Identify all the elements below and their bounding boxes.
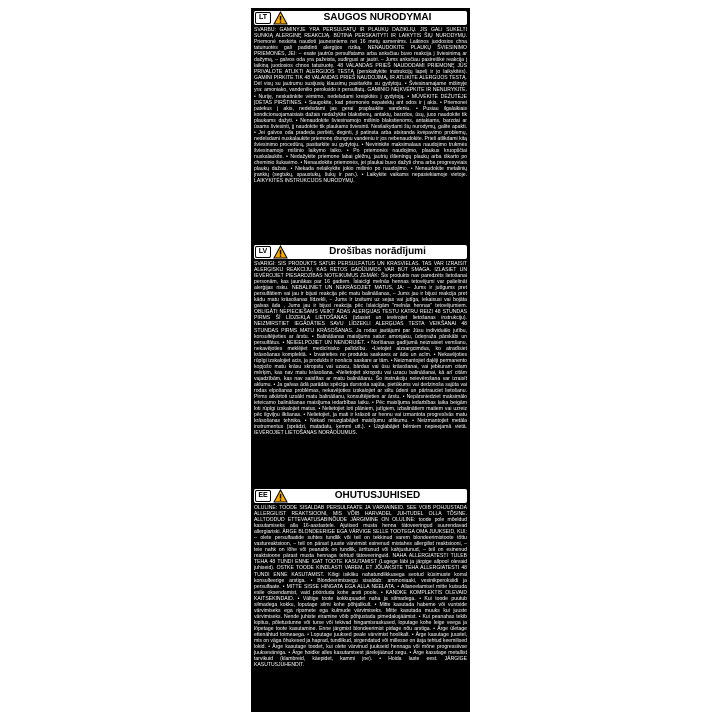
section-header — [254, 11, 467, 25]
section-title: SAUGOS NURODYMAI — [323, 12, 432, 23]
language-code: LV — [255, 246, 271, 258]
safety-leaflet — [251, 8, 470, 712]
warning-icon — [273, 11, 288, 25]
language-code: LT — [255, 12, 271, 24]
section-body: SVARĪGI: ŠIS PRODUKTS SATUR PERSULFĀTUS UN KRĀSVIELAS. TAS VAR IZRAISĪT ALERĢISKU REAKCIJU, KAS RETOS GADĪJUMOS VAR BŪT SMAGA. IZLASIET UN IEVĒROJIET PIESARDZĪBAS NOTEIKUMUS ZEMĀK: Šis produkts nav paredzēts lietošanai personām, kas jaunākas par 16 gadiem. Īslaicīgi melnās hennas tetovējumi var palielināt alerģijas risku. NEBALINIET UN NEKRĀSOJIET MATUS, JA: – Jums ir jutīgums pret persulfātiem vai jau ir bijusi reakcija pēc matu balināšanas, – Jums jau ir bijusi reakcija pret kādu matu krāsošanas līdzekli, – Jums ir izsitumi uz sejas vai jutīga, iekaisusi vai bojāta galvas āda , Jums jau ir bijusi reakcija pēc īslaicīgām "melnās hennas" tetovējumiem. OBLIGĀTI NEPIECIEŠAMS VEIKT ĀDAS ALERĢIJAS TESTU KATRU REIZI 48 STUNDAS PIRMS ŠĪ LĪDZEKĻA LIETOŠANAS (izlasiet un ievērojiet lietošanas instrukciju). NEIZMIRSTIET IEGĀDĀTIES SAVU LĪDZEKLI ALERĢIJAS TESTA VEIKŠANAI 48 STUNDAS PIRMS MATU KRĀSOŠANAS. Ja rodas jautājumi par Jūsu individuālo jutību, konsultējieties ar ārstu. • Balināšanas maisījums satur: amonjaku, ūdeņraža pārskābi un persulfātus. • NEIEELPOJIET UN NENORIJIET. • Norīšanas gadījumā neizraisiet vemšanu, nekavējoties meklējiet medicīnisko palīdzību. •Lietojiet aizsargcimdus, ko atradīsiet krāsošanas komplektā. • Izvairieties no produkta saskares ar ādu un acīm. • Nekavējoties rūpīgi izskalojiet acis, ja produkts ir nonācis saskare ar tām. • Neizmantojiet daļēji permanento kopjošo matu krāsu skropstu vai uzacu, bārdas vai ūsu krāsošanai, vai jebkuram citam mērķim, kas nav matu krāsošana. •Nelietojiet skropstu vai uzacu balināšanai, kā arī citām vajadzībām, kas nav saistītas ar matu balināšanu. Šo instrukciju neievērošana var izraisīt aklumu. • Ja galvas ādā parādās spēcīga durstoša sajūta, pietūkums vai dedzinoša sajūta vai rodas elpošanas problēmas, nekavējoties izskalojiet ar siltu ūdeni un pārtrauciet lietošanu. Pirms atkārtoti uzsākt matu balināšanu, konsultējieties ar ārstu. • Nepārsniedziet maksimālo ieteicamo balināšanas maisījuma iedarbības laiku. • Pēc maisījuma iedarbības laika beigām loti rūpīgi izskalojiet matus. • Nelietojiet loti plāniem, jutīgiem, izbalinātiem matiem vai uzreiz pēc ilgviļņu ilkšanas. • Nelietojiet, ja mati ir krāsoti ar hennu vai izmantota progresīvās matu krāsošanas tehnika. • Nekad neuzglabājiet maisījumu atlikumu. • Neizmantojiet metāla instrumentus (sprādzi, matadatu, ķemmi utt.). • Uzglabājiet bērniem nepieejamā vietā. IEVĒROJIET LIETOŠANAS NORĀDĪJUMUS. — [254, 261, 467, 437]
section-header — [254, 489, 467, 503]
section-lt — [254, 11, 467, 243]
section-ee — [254, 489, 467, 708]
warning-icon — [273, 245, 288, 259]
section-title: OHUTUSJUHISED — [334, 490, 421, 501]
section-title: Drošības norādījumi — [329, 246, 426, 257]
section-header — [254, 245, 467, 259]
language-code: EE — [255, 490, 271, 502]
section-lv — [254, 245, 467, 487]
warning-icon — [273, 489, 288, 503]
section-body: OLULINE: TOODE SISALDAB PERSULFAATE JA VÄRVAINEID. SEE VÕIB PÕHJUSTADA ALLERGILIST REAKTSIOONI, MIS VÕIB HARVADEL JUHTUDEL OLLA TÕSINE. ALLTOODUD ETTEVAATUSABINÕUDE JÄRGIMINE ON OLULINE: toode pole mõeldud kasutamiseks alla 16-aastastele. Ajutised musta henna tätoveeringud suurendavad allergiariski. ÄRGE BLONDEERIGE EGA VÄRVIGE SELLE TOOTEGA OMA JUUKSEID, KUI: – olete persulfaatide suhtes tundlik või teil on tekkinud varem blondeerimistoote tõttu vastureaktsioon, – teil on pärast juuste värvimist esinenud mistahes allergilist reaktsiooni, – teie nahk on lõhe või peanahk on tundlik, ärritunud või kahjustunud, – teil on esinenud reaktsioone pärast musta hennaga tehtud tätoveeringuid. NAHA ALLERGIATESTI TULEB TEHA 48 TUNDI ENNE IGAT TOOTE KASUTAMIST (Lugege läbi ja järgige allpool olevaid juhiseid). OSTKE TOODE KINDLASTI VAREM, ET JÕUAKSITE TEHA ALLERGIATESTI 48 TUNDI ENNE KASUTAMIST. Kõigi isikliku nahatundlikkusega seotud küsimuste korral konsulteerige arstiga. • Blondeerimissegu sisaldab: ammoniaaki, vesinikperoksiidi ja persulfaate. • MITTE SISSE HINGATA EGA ALLA NEELATA. • Allaneelamisel mitte kutsuda esile oksendamist, vaid pöörduda kohe arsti poole. • KANDKE KOMPLEKTIS OLEVAID KAITSEKINDAID. • Vältige toote kokkupuudet naha ja silmadega. • Kui toode puutub silmadega kokku, loputage silmi kohe põhjalikult. • Mitte kasutada habeme või vuntside värvimiseks ega ripsmete ega kulmude värvimiseks. Mitte kasutada muuks kui juuste värvimiseks. Nende juhiste eiramine võib põhjustada pimedaksjäämist. • Kui peanahas tekib kipitus, põletustunne või turse või tekivad hingamisraskused, loputage kohe leige veega ja lõpetage toote kasutamine. Enne järgmist blondeerimist pidage nõu arstiga. • Ärge ületage ettenähtud toimeaega. • Loputage juuksed peale värvimist hoolikalt. • Ärge kasutage juustel, mis on väga õhukesed ja haprad, tundlikud, sirgendatud või millesse on äsja tehtud keemilised lokid. • Ärge kasutage toodet, kui olete värvinud juukseid hennaga või mõne progressiivse juuksevärviga. • Ärge hoidke alles kasutamisest järelejäänud segu. • Ärge kasutage metallist tarvikuid (klambreid, käepidet, kammi jne). • Hoida laste eest. JÄRGIGE KASUTUSJUHENDIT. — [254, 505, 467, 669]
section-body: SVARBU: GAMINYJE YRA PERSULFATŲ IR PLAUKŲ DAŽIKLIŲ. JIS GALI SUKELTI SUNKIĄ ALERGINĘ REAKCIJĄ. BŪTINA PERSKAITYTI IR LAIKYTIS ŠIŲ NURODYMŲ. Priemonė neskirta naudoti jaunesniems nei 16 metų asmenims. Laikinos juodosios chna tatuiruotės gali padidinti alergijos riziką. NENAUDOKITE PLAUKŲ ŠVIESINIMO PRIEMONĖS, JEI: – esate jautrūs persulfatams arba anksčiau buvo reakcija į šviesinimą ar dažymą, – galvos oda yra pažeista, sudirgusi ar jautri. – Jums anksčiau pasireiškė reakcija į laikiną juodosios chnos tatuiruotę. 48 VALANDAS PRIEŠ NAUDODAMI PRIEMONĘ JŪS PRIVALOTE ATLIKTI ALERGIJOS TESTĄ (perskaitykite instrukcijų lapelį ir jo laikykitės). GAMINI PIRKITE TIK 48 VALANDAS PRIEŠ NAUDOJIMĄ, IR ATLIKITE ALERGIJOS TESTĄ. Dėl visų su jautrumu susijusių klausimų pasitarkite su gydytoju. • Šviesinamajame mišinyje yra: amoniako, vandenilio peroksido ir persulfatų. GAMINIO NEĮKVĖPKITE IR NENURYKITE. • Nuriję, neskatinkite vėmimo, nedelsdami kreipkitės į gydytoją. • MŪVĖKITE DĖŽUTĖJE ĮDĖTAS PIRŠTINES. • Saugokite, kad priemonės nepatektų ant odos ir į akis. • Priemonei patekus į akis, nedelsdami jas gerai praplaukite vandeniu. • Pusiau ilgalaikiais kondicionuojamaisiais dažais nedažykite blakstienų, antakių, barzdos, ūsų, juos naudokite tik plaukams dažyti. • Nenaudokite šviesinamojo mišinio blakstienoms, antakiams, barzdai ar ūsams šviesinti, jį naudokite tik plaukams šviesinti. Nesilaikydami šių nurodymų, galite apakti. • Jei galvos oda pradeda peršėti, deginti, ji patinsta arba atsiranda kvėpavimo problemų, nedelsdami nuskalaukite priemonę drungnu vandeniu ir jos nebenaudokite. Prieš atlikdami kitą šviesinimo procedūrą, pasitarkite su gydytoju. • Nevirinkite maksimalaus naudojimo trukmės šviesinamojo mišinio laikymo laiko. • Po priemonės naudojimo, plaukus kruopščiai nuskalaukite. • Nedažykite priemone labai glėžnų, jautrių išlieningų plaukų arba iškarto po cheminio šukavimo. • Nenaudokite priemonės, jei plaukai buvo dažyti chna arba progresyviais plaukų dažais. • Niekada nelaikykite jokio mišinio po naudojimo. • Nenaudokite metalinių įrankių (segtukų, spaustukų, šukų ir pan.). • Laikykite vaikams nepasiekiamoje vietoje. LAIKYKITĖS INSTRUKCIJOS NURODYMŲ. — [254, 27, 467, 185]
